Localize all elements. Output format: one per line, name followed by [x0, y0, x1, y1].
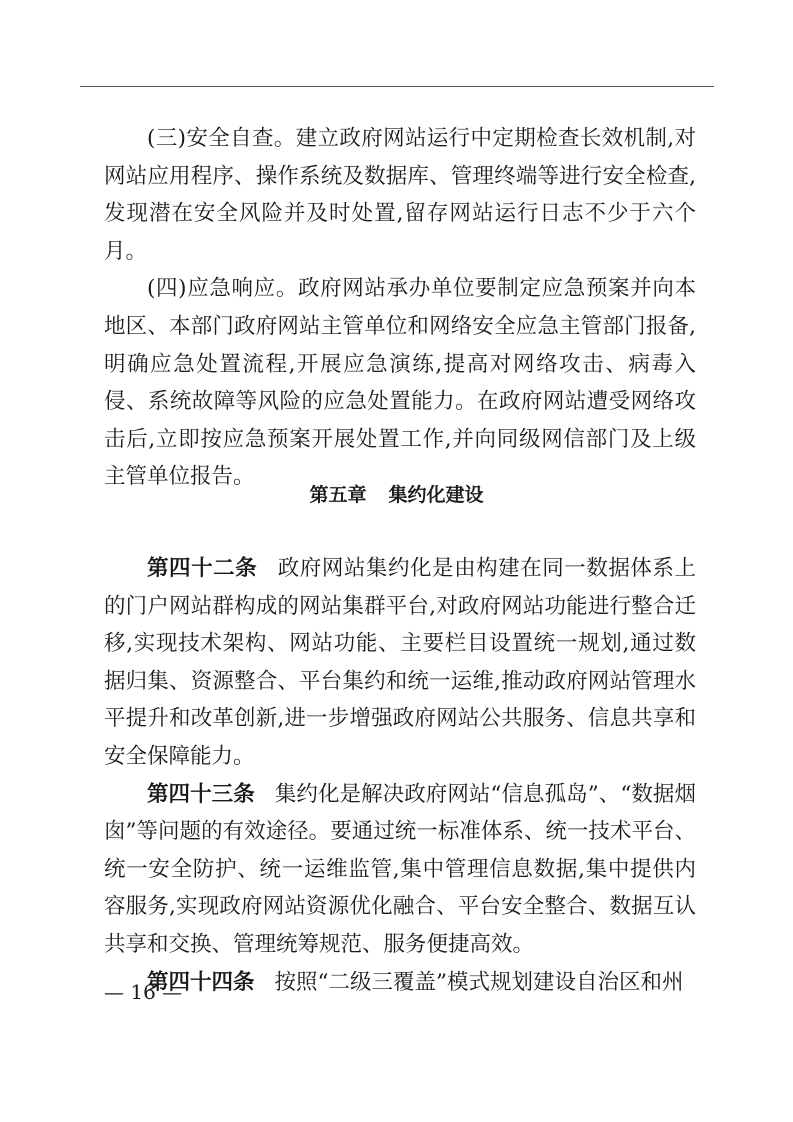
article-text: 政府网站集约化是由构建在同一数据体系上的门户网站群构成的网站集群平台,对政府网站功能进行整合迁移,实现技术架构、网站功能、主要栏目设置统一规划,通过数据归集、资源整合、平台集约和统一运维,推动政府网站管理水平提升和改革创新,进一步增强政府网站公共服务、信息共享和安全保障能力。 [104, 556, 696, 769]
article-44 [104, 964, 696, 1002]
article-label: 第四十三条 [147, 781, 255, 807]
article-label: 第四十二条 [147, 556, 258, 581]
article-text: 集约化是解决政府网站“信息孤岛”、“数据烟囱”等问题的有效途径。要通过统一标准体系、统一技术平台、统一安全防护、统一运维监管,集中管理信息数据,集中提供内容服务,实现政府网站资源优化融合、平台安全整合、数据互认共享和交换、管理统筹规范、服务便捷高效。 [104, 781, 696, 957]
page-number: — 16 — [104, 980, 183, 1004]
article-label: 第四十四条 [147, 969, 255, 995]
chapter-number: 第五章 [309, 484, 367, 506]
chapter-title: 集约化建设 [388, 484, 484, 506]
paragraph-emergency-response: (四)应急响应。政府网站承办单位要制定应急预案并向本地区、本部门政府网站主管单位和网络安全应急主管部门报备,明确应急处置流程,开展应急演练,提高对网络攻击、病毒入侵、系统故障等风险的应急处置能力。在政府网站遭受网络攻击后,立即按应急预案开展处置工作,并向同级网信部门及上级主管单位报告。 [104, 276, 696, 490]
section-block-top [104, 120, 696, 496]
paragraph-security-check: (三)安全自查。建立政府网站运行中定期检查长效机制,对网站应用程序、操作系统及数据库、管理终端等进行安全检查,发现潜在安全风险并及时处置,留存网站运行日志不少于六个月。 [104, 126, 696, 264]
article-42 [104, 550, 696, 776]
articles-block [104, 550, 696, 1001]
article-43 [104, 776, 696, 964]
header-rule [80, 86, 714, 87]
chapter-heading [0, 480, 793, 507]
article-text: 按照“二级三覆盖”模式规划建设自治区和州 [274, 969, 684, 995]
